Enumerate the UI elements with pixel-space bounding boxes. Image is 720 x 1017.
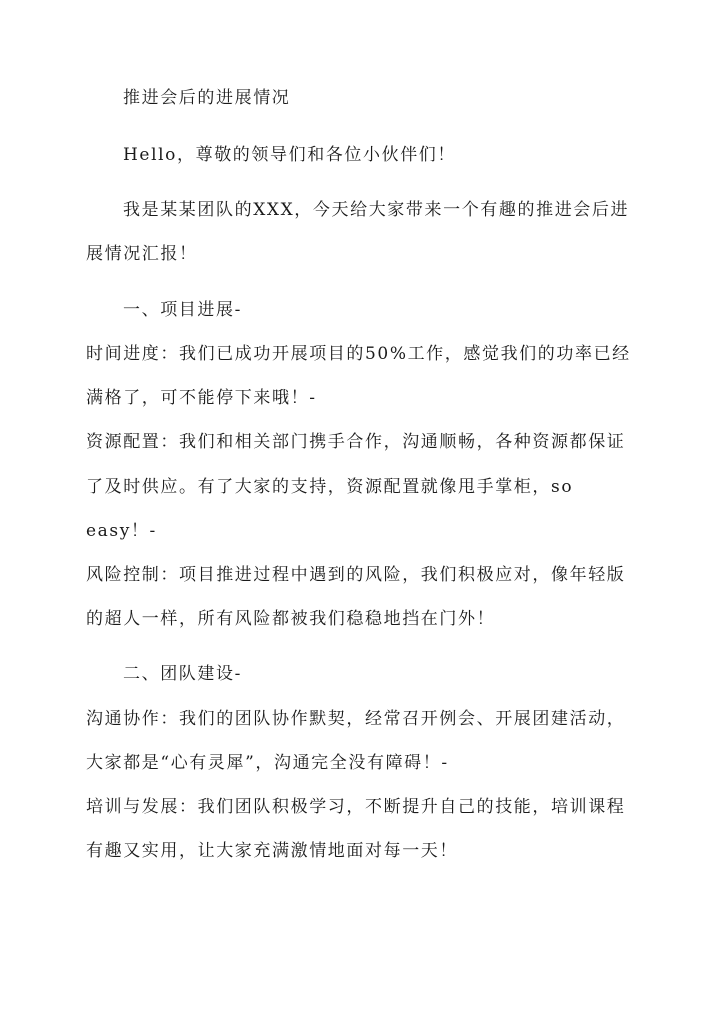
risk-line-1: 风险控制：项目推进过程中遇到的风险，我们积极应对，像年轻版 — [86, 565, 626, 585]
time-progress-line-2: 满格了，可不能停下来哦！- — [86, 388, 317, 408]
intro-line-1: 我是某某团队的XXX，今天给大家带来一个有趣的推进会后进 — [123, 200, 630, 220]
training-line-1: 培训与发展：我们团队积极学习，不断提升自己的技能，培训课程 — [86, 797, 626, 817]
section2-heading: 二、团队建设- — [123, 664, 242, 684]
resource-line-1: 资源配置：我们和相关部门携手合作，沟通顺畅，各种资源都保证 — [86, 432, 626, 452]
resource-line-3: easy！- — [86, 521, 157, 541]
time-progress-line-1: 时间进度：我们已成功开展项目的50%工作，感觉我们的功率已经 — [86, 344, 631, 364]
communication-line-2: 大家都是“心有灵犀”，沟通完全没有障碍！- — [86, 753, 449, 773]
training-line-2: 有趣又实用，让大家充满激情地面对每一天！ — [86, 841, 458, 861]
risk-line-2: 的超人一样，所有风险都被我们稳稳地挡在门外！ — [86, 609, 496, 629]
greeting-line: Hello，尊敬的领导们和各位小伙伴们！ — [123, 145, 456, 165]
intro-line-2: 展情况汇报！ — [86, 244, 198, 264]
communication-line-1: 沟通协作：我们的团队协作默契，经常召开例会、开展团建活动， — [86, 709, 626, 729]
section1-heading: 一、项目进展- — [123, 300, 242, 320]
resource-line-2: 了及时供应。有了大家的支持，资源配置就像甩手掌柜，so — [86, 477, 574, 497]
document-title: 推进会后的进展情况 — [123, 88, 291, 108]
